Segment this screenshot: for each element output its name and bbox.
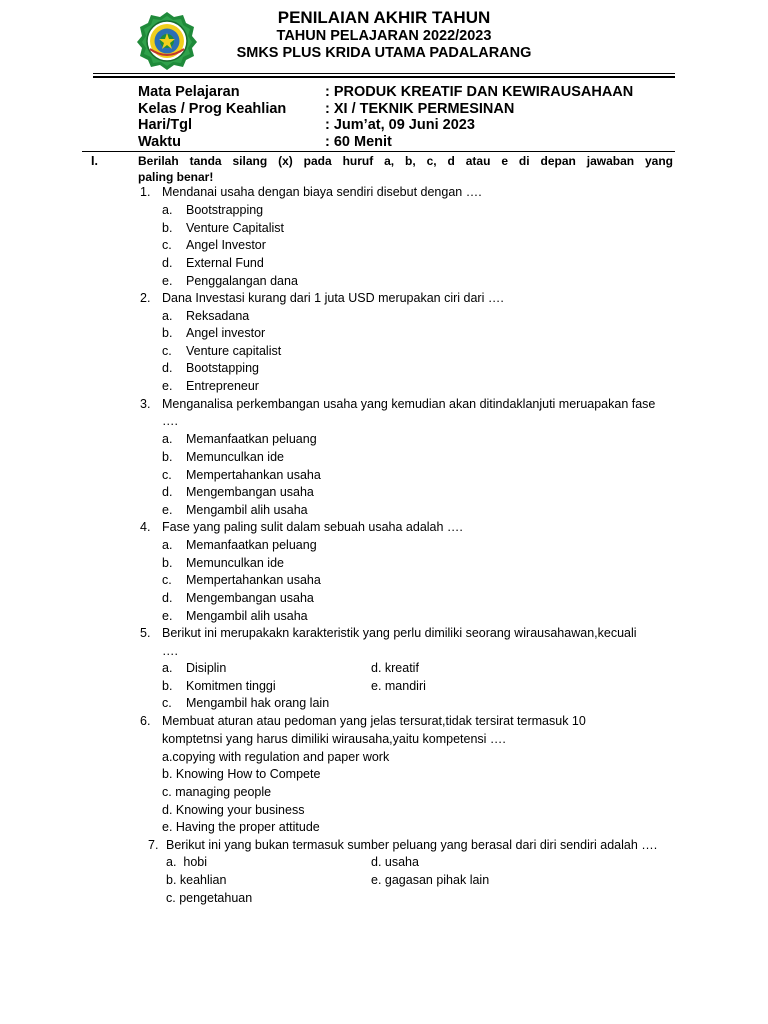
option-letter: c. [162,696,172,710]
option-letter: b. [162,450,173,464]
option-letter: a. [162,661,173,675]
option-letter: a. [162,538,173,552]
option-line: c. pengetahuan [166,891,253,905]
section-number: I. [91,154,98,168]
question-text: Berikut ini merupakakn karakteristik yang perlu dimiliki seorang wirausahawan,kecuali [162,626,637,640]
info-value-subject: : PRODUK KREATIF DAN KEWIRAUSAHAAN [325,84,634,100]
option-text: Bootstapping [186,361,259,375]
question-text: Menganalisa perkembangan usaha yang kemudian akan ditindaklanjuti meruapakan fase [162,397,656,411]
option-text: Mengambil hak orang lain [186,696,330,710]
question-text-continued: …. [162,644,178,658]
option-text: Venture capitalist [186,344,282,358]
school-name: SMKS PLUS KRIDA UTAMA PADALARANG [236,45,532,61]
option-text: Mengambil alih usaha [186,503,308,517]
option-text: Disiplin [186,661,227,675]
header-divider-thin [93,73,675,74]
option-letter: a. [162,203,173,217]
section-instruction-line-1: Berilah tanda silang (x) pada huruf a, b, c, d atau e di depan jawaban yang [138,154,673,168]
question-number: 5. [140,626,151,640]
option-letter: c. [162,238,172,252]
option-text: Mengembangan usaha [186,485,314,499]
option-line: e. Having the proper attitude [162,820,320,834]
option-text: Angel Investor [186,238,266,252]
option-letter: a. [162,309,173,323]
option-letter: d. [162,361,173,375]
option-text: Mengambil alih usaha [186,609,308,623]
option-right-column: d. usaha [371,855,419,869]
option-letter: c. [162,344,172,358]
option-text: Komitmen tinggi [186,679,276,693]
option-right-column: d. kreatif [371,661,419,675]
option-text: Entrepreneur [186,379,259,393]
info-value-class: : XI / TEKNIK PERMESINAN [325,101,515,117]
option-letter: b. [162,556,173,570]
option-letter: d. [162,485,173,499]
question-text: Berikut ini yang bukan termasuk sumber peluang yang berasal dari diri sendiri adalah …. [166,838,658,852]
option-letter: d. [162,591,173,605]
option-letter: b. [162,326,173,340]
question-text: Membuat aturan atau pedoman yang jelas tersurat,tidak tersirat termasuk 10 [162,714,586,728]
question-number: 1. [140,185,151,199]
option-letter: c. [162,573,172,587]
question-text: Mendanai usaha dengan biaya sendiri disebut dengan …. [162,185,482,199]
option-text: Memunculkan ide [186,556,284,570]
option-letter: e. [162,609,173,623]
question-text-continued: …. [162,414,178,428]
option-text: Mengembangan usaha [186,591,314,605]
academic-year: TAHUN PELAJARAN 2022/2023 [276,28,492,44]
option-text: Penggalangan dana [186,274,298,288]
option-letter: e. [162,274,173,288]
option-text: Memanfaatkan peluang [186,432,317,446]
option-line: a. hobi [166,855,208,869]
info-label-class: Kelas / Prog Keahlian [138,101,287,117]
option-text: Memunculkan ide [186,450,284,464]
option-text: Mempertahankan usaha [186,468,321,482]
option-letter: d. [162,256,173,270]
option-letter: e. [162,503,173,517]
option-letter: a. [162,432,173,446]
question-number: 3. [140,397,151,411]
section-instruction-line-2: paling benar! [138,170,214,184]
question-text: Dana Investasi kurang dari 1 juta USD merupakan ciri dari …. [162,291,504,305]
info-label-time: Waktu [138,134,181,150]
option-line: d. Knowing your business [162,803,305,817]
option-text: Bootstrapping [186,203,264,217]
option-line: b. Knowing How to Compete [162,767,321,781]
exam-title: PENILAIAN AKHIR TAHUN [277,8,491,27]
question-number: 4. [140,520,151,534]
option-text: Reksadana [186,309,250,323]
option-text: Mempertahankan usaha [186,573,321,587]
info-label-subject: Mata Pelajaran [138,84,240,100]
option-right-column: e. mandiri [371,679,426,693]
question-text-continued: komptetnsi yang harus dimiliki wirausaha,yaitu kompetensi …. [162,732,506,746]
option-right-column: e. gagasan pihak lain [371,873,490,887]
info-divider [82,151,675,152]
info-value-date: : Jum’at, 09 Juni 2023 [325,117,475,133]
option-text: Memanfaatkan peluang [186,538,317,552]
option-line: b. keahlian [166,873,227,887]
option-text: External Fund [186,256,264,270]
option-text: Venture Capitalist [186,221,284,235]
option-line: a.copying with regulation and paper work [162,750,390,764]
option-text: Angel investor [186,326,266,340]
info-label-date: Hari/Tgl [138,117,192,133]
question-text: Fase yang paling sulit dalam sebuah usaha adalah …. [162,520,463,534]
info-value-time: : 60 Menit [325,134,392,150]
header-divider-thick [93,76,675,78]
question-number: 7. [148,838,159,852]
option-letter: b. [162,221,173,235]
question-number: 6. [140,714,151,728]
option-letter: c. [162,468,172,482]
option-letter: e. [162,379,173,393]
question-number: 2. [140,291,151,305]
option-line: c. managing people [162,785,272,799]
option-letter: b. [162,679,173,693]
